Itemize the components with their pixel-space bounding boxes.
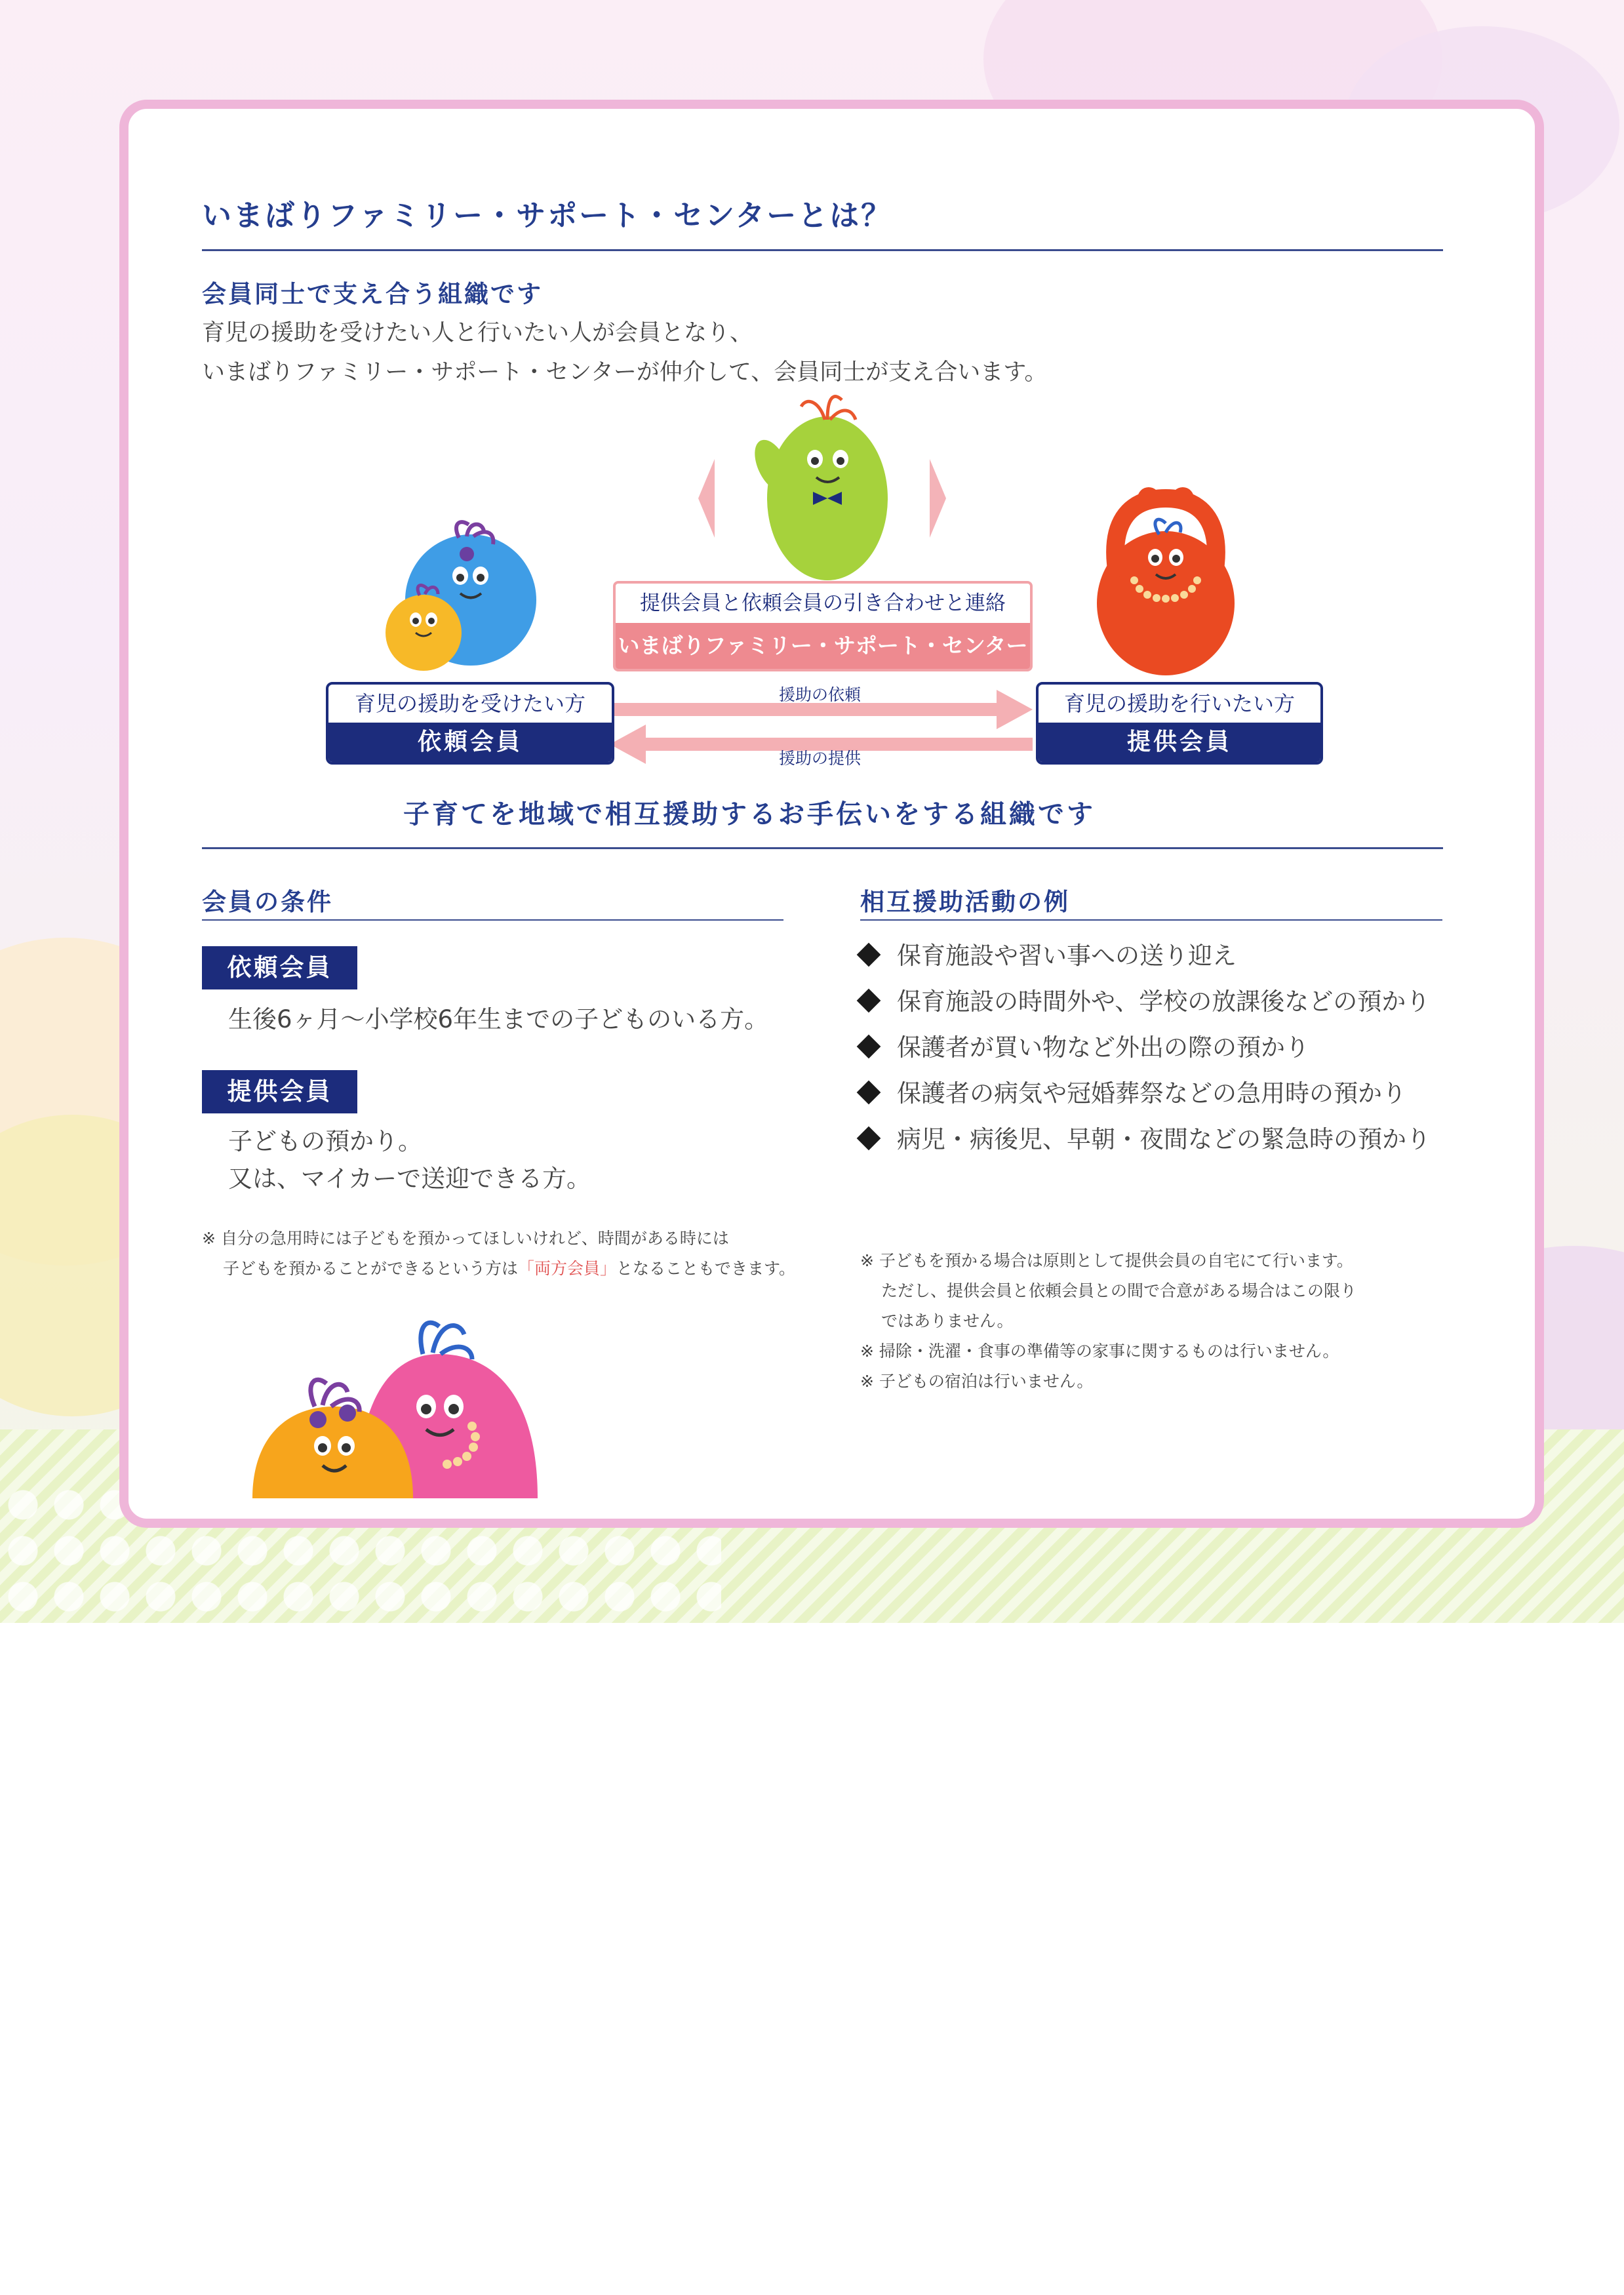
diamond-bullet-icon: [857, 1126, 881, 1150]
list-item: [860, 979, 1431, 1025]
mascot-illustration: [249, 1308, 551, 1498]
list-item: [860, 933, 1431, 979]
intro-line: 育児の援助を受けたい人と行いたい人が会員となり、: [202, 320, 753, 346]
center-name: いまばりファミリー・サポート・センター: [616, 623, 1030, 669]
activities-notes: [860, 1246, 1357, 1397]
note-line: ただし、提供会員と依頼会員との間で合意がある場合はこの限り: [881, 1281, 1357, 1300]
list-item: [860, 1071, 1431, 1117]
note-line: ※ 子どもを預かる場合は原則として提供会員の自宅にて行います。: [860, 1251, 1353, 1270]
activity-text: 保護者の病気や冠婚葬祭などの急用時の預かり: [897, 1079, 1406, 1108]
coordinator-character: [747, 397, 888, 580]
note-line: ※ 子どもの宿泊は行いません。: [860, 1372, 1094, 1391]
requester-box: [326, 682, 614, 765]
diamond-bullet-icon: [857, 1080, 881, 1104]
both-member-note: [202, 1224, 795, 1284]
note-text: 子どもを預かることができるという方は: [223, 1259, 519, 1278]
both-member-highlight: 「両方会員」: [518, 1259, 617, 1278]
chevron-right-icon: [930, 459, 946, 538]
provider-tag: 提供会員: [202, 1070, 357, 1113]
page-title: いまばりファミリー・サポート・センターとは？: [202, 198, 893, 233]
activity-text: 保護者が買い物など外出の際の預かり: [897, 1033, 1309, 1062]
section-subtitle: 会員同士で支え合う組織です: [202, 280, 543, 308]
conditions-heading: 会員の条件: [202, 888, 333, 916]
note-line: [202, 1254, 795, 1284]
provider-name: 提供会員: [1039, 723, 1320, 762]
requester-condition: 生後6ヶ月～小学校6年生までの子どものいる方。: [228, 1005, 769, 1033]
requester-name: 依頼会員: [328, 723, 612, 762]
note-line: ではありません。: [881, 1311, 1014, 1330]
activity-text: 保育施設の時間外や、学校の放課後などの預かり: [897, 988, 1431, 1016]
provider-caption: 育児の援助を行いたい方: [1063, 691, 1295, 716]
activities-heading: 相互援助活動の例: [860, 888, 1070, 916]
list-item: [860, 1117, 1431, 1163]
request-arrow-label: 援助の依頼: [779, 685, 862, 704]
provider-box: [1036, 682, 1323, 765]
provider-condition-line: 子どもの預かり。: [228, 1127, 422, 1155]
requester-caption: 育児の援助を受けたい方: [354, 691, 585, 716]
activity-text: 保育施設や習い事への送り迎え: [897, 942, 1237, 970]
conditions-divider: [202, 919, 783, 921]
provider-condition-line: 又は、マイカーで送迎できる方。: [228, 1165, 591, 1193]
requester-tag: 依頼会員: [202, 946, 357, 989]
center-box: [613, 581, 1033, 671]
center-caption: 提供会員と依頼会員の引き合わせと連絡: [640, 591, 1006, 615]
note-text: となることもできます。: [616, 1259, 796, 1278]
section-divider: [202, 847, 1443, 849]
activity-text: 病児・病後児、早朝・夜間などの緊急時の預かり: [897, 1125, 1431, 1153]
note-line: ※ 自分の急用時には子どもを預かってほしいけれど、時間がある時には: [202, 1229, 729, 1248]
provider-condition: [228, 1123, 591, 1197]
list-item: [860, 1025, 1431, 1071]
provider-character: [1097, 487, 1235, 675]
tagline: 子育てを地域で相互援助するお手伝いをする組織です: [403, 799, 1096, 829]
provide-arrow-label: 援助の提供: [779, 749, 862, 768]
chevron-left-icon: [698, 459, 715, 538]
diamond-bullet-icon: [857, 942, 881, 967]
diamond-bullet-icon: [857, 1034, 881, 1058]
diamond-bullet-icon: [857, 988, 881, 1012]
activities-list: [860, 933, 1431, 1163]
note-line: ※ 掃除・洗濯・食事の準備等の家事に関するものは行いません。: [860, 1342, 1339, 1361]
intro-line: いまばりファミリー・サポート・センターが仲介して、会員同士が支え合います。: [202, 359, 1048, 386]
requester-character: [386, 522, 536, 671]
activities-divider: [860, 919, 1442, 921]
